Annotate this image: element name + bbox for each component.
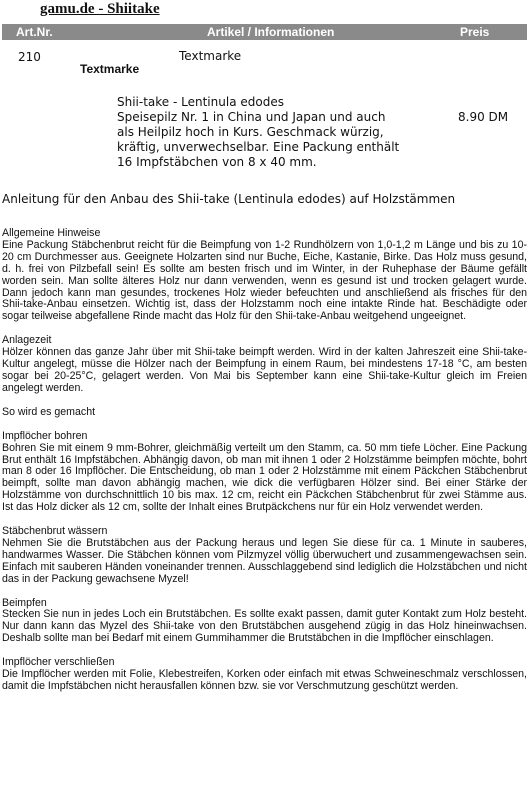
guide-body bbox=[2, 228, 527, 705]
column-header-art-nr: Art.Nr. bbox=[16, 25, 53, 39]
section-title: Impflöcher bohren bbox=[2, 429, 88, 442]
section-title: Stäbchenbrut wässern bbox=[2, 525, 108, 538]
section-text: Nehmen Sie die Brutstäbchen aus der Packung heraus und legen Sie diese für ca. 1 Minute in sauberes, handwarmes Wasser. Die Stäbchen können vom Pilzmyzel völlig überwuchert und zusammengewachsen sein. Einfach mit sauberen Händen voneinander trennen. Ausschlaggebend sind lediglich die Holzstäbchen und nicht das in der Packung gewachsene Myzel! bbox=[2, 536, 527, 585]
section-text: Stecken Sie nun in jedes Loch ein Brutstäbchen. Es sollte exakt passen, damit guter Kontakt zum Holz besteht. Nur dann kann das Myzel des Shii-take von den Brutstäbchen ausgehend zügig in das Holz hineinwachsen. Deshalb sollte man bei Bedarf mit einem Gummihammer die Brutstäbchen in die Impflöcher einschlagen. bbox=[2, 608, 527, 645]
description-line: Shii-take - Lentinula edodes bbox=[117, 95, 284, 109]
page-header bbox=[40, 0, 160, 18]
section-text: Hölzer können das ganze Jahr über mit Shii-take beimpft werden. Wird in der kalten Jahreszeit eine Shii-take-Kultur angelegt, müsse die Hölzer nach der Beimpfung in einem Raum, bei mindestens 17-18 °C, am besten sogar bei 20-25°C, gelagert werden. Von Mai bis September kann eine Shii-take-Kultur gleich im Freien angelegt werden. bbox=[2, 346, 527, 394]
section-title: Anlagezeit bbox=[2, 334, 52, 347]
section-title: Allgemeine Hinweise bbox=[2, 227, 101, 239]
description-line: Speisepilz Nr. 1 in China und Japan und auch bbox=[117, 110, 386, 124]
description-line: 16 Impfstäbchen von 8 x 40 mm. bbox=[117, 155, 317, 169]
column-header-price: Preis bbox=[460, 25, 490, 39]
section-text: Bohren Sie mit einem 9 mm-Bohrer, gleichmäßig verteilt um den Stamm, ca. 50 mm tiefe Löcher. Eine Packung Brut enthält 16 Impfstäbchen. Abhängig davon, ob man mit ihnen 1 oder 2 Holzstämme beimpfen möchte, bohrt man 8 oder 16 Impflöcher. Die Entscheidung, ob man 1 oder 2 Holzstämme mit einem Päckchen Stäbchenbrut beimpft, sollte man davon abhängig machen, wie dick die verfügbaren Hölzer sind. Bei einer Stärke der Holzstämme von durchschnittlich 10 bis max. 12 cm, reicht ein Päckchen Stäbchenbrut für zwei Stämme aus. Ist das Holz dicker als 12 cm, sollte der Inhalt eines Brutpäckchens nur für ein Holz verwendet werden. bbox=[2, 441, 527, 514]
article-number: 210 bbox=[18, 50, 41, 64]
section-title: Beimpfen bbox=[2, 596, 47, 609]
description-line: als Heilpilz hoch in Kurs. Geschmack würzig, bbox=[117, 125, 384, 139]
guide-heading: Anleitung für den Anbau des Shii-take (Lentinula edodes) auf Holzstämmen bbox=[2, 192, 456, 206]
bookmark-label: Textmarke bbox=[179, 49, 242, 63]
description-line: kräftig, unverwechselbar. Eine Packung enthält bbox=[117, 140, 400, 154]
product-description bbox=[117, 95, 447, 170]
site-title[interactable]: gamu.de - Shiitake bbox=[40, 1, 160, 17]
section-text: Eine Packung Stäbchenbrut reicht für die Beimpfung von 1-2 Rundhölzern von 1,0-1,2 m Länge und bis zu 10-20 cm Durchmesser aus. Geeignete Holzarten sind nur Buche, Eiche, Kastanie, Birke. Das Holz muss gesund, d. h. frei von Pilzbefall sein! Es sollte am besten frisch und im Winter, in der Ruhephase der Bäume gefällt worden sein. Man sollte älteres Holz nur dann verwenden, wenn es gesund ist und trocken gelagert wurde. Dann jedoch kann man gesundes, trockenes Holz wieder befeuchten und anschließend als frisches für den Shii-take-Anbau einsetzen. Wichtig ist, dass der Holzstamm noch eine intakte Rinde hat. Beschädigte oder sogar teilweise abgefallene Rinde macht das Holz für den Shii-take-Anbau weitgehend ungeeignet. bbox=[2, 238, 527, 323]
bookmark-label-bold: Textmarke bbox=[80, 62, 140, 76]
column-header-info: Artikel / Informationen bbox=[207, 25, 335, 39]
table-header bbox=[2, 24, 527, 40]
section-title: Impflöcher verschließen bbox=[2, 656, 115, 669]
product-price: 8.90 DM bbox=[458, 110, 509, 124]
section-text: Die Impflöcher werden mit Folie, Klebestreifen, Korken oder einfach mit etwas Schweineschmalz verschlossen, damit die Impfstäbchen nicht herausfallen können bzw. sie vor Verschmutzung geschützt werden. bbox=[2, 668, 527, 692]
section-title: So wird es gemacht bbox=[2, 405, 96, 418]
